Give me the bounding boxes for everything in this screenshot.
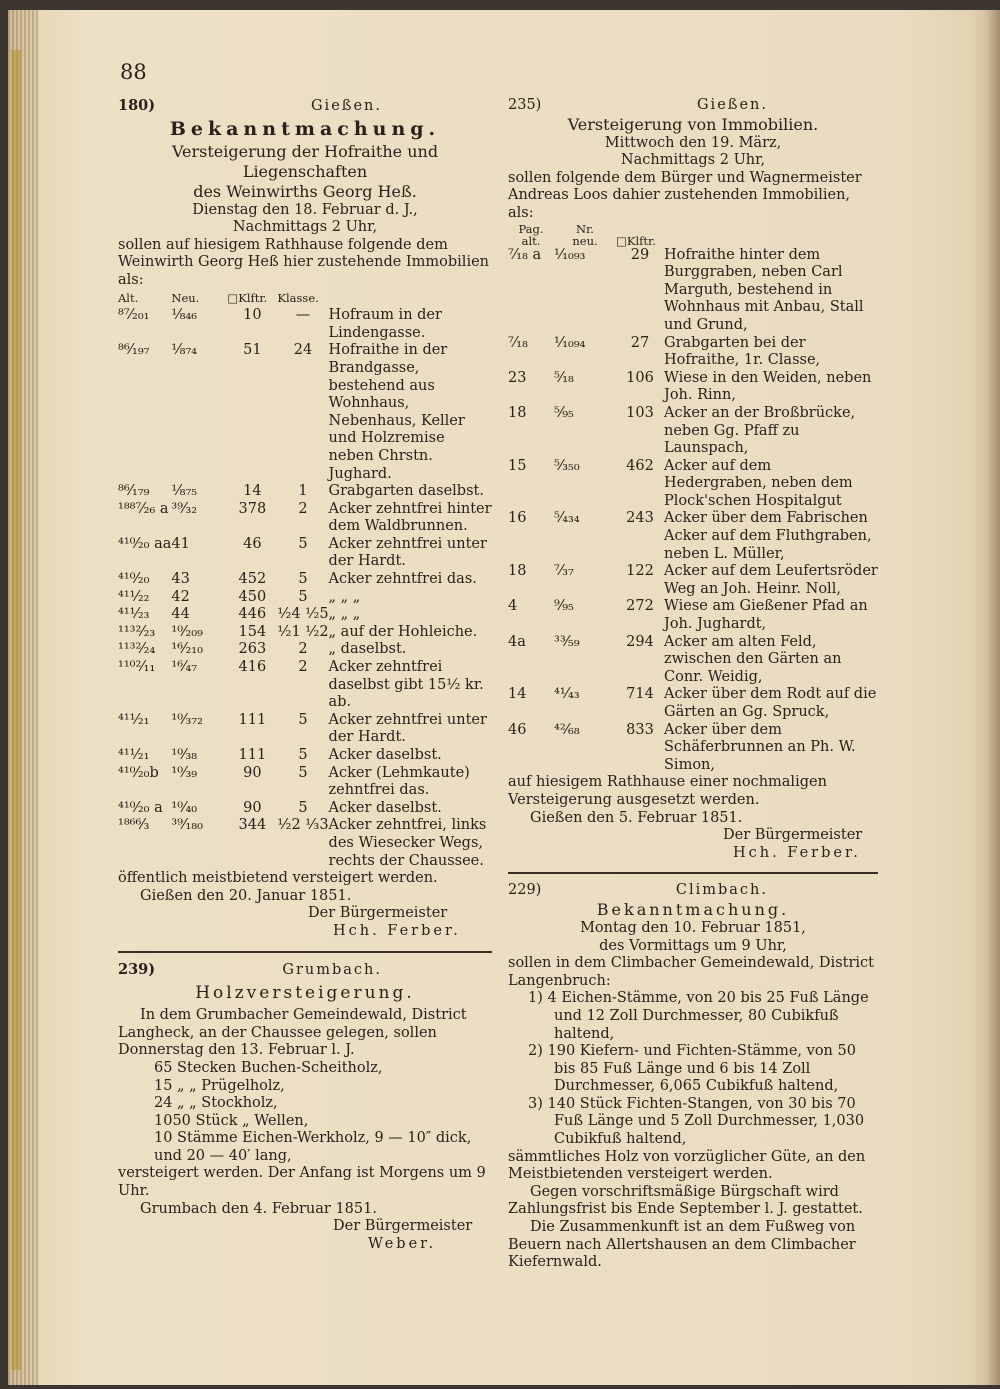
cell-kl: 90 [243, 764, 262, 781]
table-row [118, 747, 492, 765]
notice-place: Gießen. [310, 98, 382, 114]
cell-cl: 5 [298, 764, 308, 781]
cell-alt: ¹⁸⁸⁷⁄₂₆ a [118, 500, 169, 517]
cell-alt: ⁸⁶⁄₁₉₇ [118, 342, 150, 359]
table-row [508, 458, 878, 511]
signature-name: Weber. [368, 1235, 437, 1252]
cell-pag: 46 [508, 721, 527, 738]
cell-neu: ¹⁶⁄₂₁₀ [171, 641, 203, 658]
table-row [118, 342, 492, 483]
cell-kl: 378 [238, 500, 267, 517]
cell-kl: 154 [238, 623, 267, 640]
list-item: 10 Stämme Eichen-Werkholz, 9 — 10″ dick, und 20 — 40′ lang, [154, 1130, 472, 1164]
cell-desc: Wiese am Gießener Pfad an Joh. Jughardt, [664, 598, 868, 633]
cell-pag: 15 [508, 457, 527, 474]
table-row [508, 370, 878, 405]
cell-neu: ¹⁶⁄₄₇ [171, 659, 198, 676]
cell-neu: 41 [171, 535, 190, 552]
cell-cl: 5 [298, 747, 308, 763]
cell-pag: ⁷⁄₁₈ [508, 334, 528, 351]
notice-time: des Vormittags um 9 Uhr, [599, 937, 787, 954]
cell-kl: 106 [626, 369, 654, 386]
cell-desc: Acker über dem Schäferbrunnen an Ph. W. Simon, [664, 721, 856, 773]
table-row [118, 800, 492, 818]
cell-cl: 5 [298, 799, 308, 816]
list-item: 24 „ „ Stockholz, [154, 1095, 278, 1112]
divider [508, 872, 878, 874]
cell-desc: „ auf der Hohleiche. [328, 623, 478, 640]
cell-desc: Acker zehntfrei das. [328, 571, 477, 588]
table-row [508, 510, 878, 563]
cell-kl: 263 [238, 641, 267, 658]
table-row [118, 606, 492, 624]
notice-closing: öffentlich meistbietend versteigert werden. [118, 870, 438, 887]
cell-neu: 44 [171, 606, 190, 623]
cell-kl: 446 [238, 606, 267, 623]
cell-kl: 46 [243, 535, 262, 552]
cell-kl: 272 [626, 598, 654, 615]
notice-title: Versteigerung von Immobilien. [567, 114, 819, 134]
cell-neu: ¹⁄₈₇₄ [171, 342, 198, 359]
notice-date: Mittwoch den 19. März, [604, 134, 782, 151]
cell-pag: 18 [508, 563, 527, 580]
cell-kl: 122 [626, 563, 654, 580]
notice-paragraph: Die Zusammenkunft ist an dem Fußweg von Beuern nach Allertshausen an dem Climbacher Kiefernwald. [508, 1219, 856, 1271]
cell-nr: ¹⁄₁₀₉₄ [554, 334, 586, 351]
notice-date: Dienstag den 18. Februar d. J., [192, 201, 418, 218]
table-row [118, 307, 492, 342]
cell-desc: Acker über dem Rodt auf die Gärten an Gg. Spruck, [664, 686, 877, 720]
table-row [508, 405, 878, 458]
notice-intro: In dem Grumbacher Gemeindewald, District Langheck, an der Chaussee gelegen, sollen Donnerstag den 13. Februar l. J. [118, 1007, 467, 1059]
col-klftr: □Klftr. [227, 290, 268, 305]
table-row [508, 686, 878, 721]
cell-nr: ⁵⁄₄₃₄ [554, 510, 580, 527]
cell-kl: 111 [238, 711, 267, 728]
cell-nr: ⁵⁄₃₅₀ [554, 457, 580, 474]
table-header [118, 290, 492, 308]
cell-alt: ⁸⁷⁄₂₀₁ [118, 307, 150, 324]
cell-desc: Acker an der Broßbrücke, neben Gg. Pfaff zu Launspach, [664, 404, 856, 457]
col-klftr: □Klftr. [616, 233, 656, 248]
list-item: 3) 140 Stück Fichten-Stangen, von 30 bis 70 Fuß Länge und 5 Zoll Durchmesser, 1,030 Cubikfuß haltend, [528, 1095, 865, 1148]
table-row [118, 571, 492, 589]
cell-pag: 4 [508, 598, 518, 615]
cell-kl: 243 [626, 510, 654, 527]
signature-name: Hch. Ferber. [333, 922, 461, 939]
cell-cl: 1 [298, 483, 308, 500]
notice-intro: sollen in dem Climbacher Gemeindewald, District Langenbruch: [508, 955, 874, 989]
cell-alt: ⁴¹¹⁄₂₁ [118, 747, 150, 763]
cell-kl: 452 [238, 571, 267, 588]
notice-place: Grumbach. [282, 961, 382, 978]
cell-desc: Acker zehntfrei daselbst gibt 15¹⁄₂ kr. ab. [328, 659, 484, 711]
cell-neu: ¹⁰⁄₄₀ [171, 799, 198, 816]
notice-number: 229) [508, 882, 542, 899]
cell-cl: 5 [298, 535, 308, 552]
page-number: 88 [120, 60, 147, 84]
notice-number: 235) [508, 97, 542, 113]
cell-desc: Acker zehntfrei unter der Hardt. [328, 711, 487, 746]
list-item: 65 Stecken Buchen-Scheitholz, [154, 1059, 383, 1076]
table-row [118, 501, 492, 536]
cell-neu: ³⁹⁄₁₈₀ [171, 817, 203, 834]
notice-title: Bekanntmachung. [596, 899, 790, 919]
cell-alt: ⁴¹⁰⁄₂₀b [118, 764, 159, 781]
cell-desc: „ daselbst. [328, 641, 407, 658]
cell-pag: 14 [508, 686, 527, 703]
property-rows [118, 307, 492, 870]
table-row [508, 722, 878, 775]
table-row [118, 589, 492, 607]
notice-subtitle: Versteigerung der Hofraithe und Liegenschaften [171, 141, 439, 181]
table-row [118, 641, 492, 659]
cell-pag: 4a [508, 633, 526, 650]
notice-intro: sollen auf hiesigem Rathhause folgende dem Weinwirth Georg Heß hier zustehende Immobilien als: [118, 236, 489, 288]
col-alt: Alt. [118, 290, 139, 305]
cell-desc: Acker zehntfrei unter der Hardt. [328, 535, 487, 570]
signature-title: Der Bürgermeister [333, 1218, 473, 1235]
cell-alt: ⁴¹¹⁄₂₃ [118, 606, 150, 623]
notice-dateline: Gießen den 5. Februar 1851. [530, 809, 743, 826]
cell-pag: ⁷⁄₁₈ a [508, 246, 542, 263]
cell-cl: 2 [298, 641, 308, 658]
cell-alt: ¹⁸⁶⁶⁄₃ [118, 817, 150, 834]
cell-kl: 29 [630, 246, 650, 263]
cell-kl: 27 [630, 334, 650, 351]
divider [118, 951, 492, 953]
cell-cl: 2 [298, 659, 308, 676]
left-column [118, 97, 492, 1253]
signature-name: Hch. Ferber. [733, 844, 861, 861]
cell-desc: Acker (Lehmkaute) zehntfrei das. [328, 764, 470, 799]
cell-desc: Acker auf dem Leufertsröder Weg an Joh. Heinr. Noll, [664, 563, 878, 597]
cell-cl: 5 [298, 711, 308, 728]
signature-title: Der Bürgermeister [723, 827, 863, 844]
cell-nr: ⁵⁄₉₅ [554, 404, 574, 421]
cell-alt: ⁸⁶⁄₁₇₉ [118, 483, 150, 500]
cell-desc: Acker daselbst. [328, 799, 442, 816]
cell-alt: ⁴¹¹⁄₂₂ [118, 588, 150, 605]
cell-desc: Hofraithe hinter dem Burggraben, neben Carl Marguth, bestehend in Wohnhaus mit Anbau, Stall und Grund, [664, 246, 864, 333]
cell-cl: ¹⁄₂1 ¹⁄₂2 [277, 623, 329, 640]
gilt-edge [11, 50, 21, 1370]
cell-desc: Acker zehntfrei, links des Wiesecker Wegs, rechts der Chaussee. [328, 817, 487, 869]
cell-nr: ¹⁄₁₀₉₃ [554, 246, 586, 263]
cell-kl: 90 [243, 799, 262, 816]
cell-nr: ⁷⁄₃₇ [554, 563, 574, 580]
table-row [508, 247, 878, 335]
list-item: 1050 Stück „ Wellen, [154, 1112, 309, 1129]
notice-180-header [118, 97, 492, 116]
cell-desc: Grabgarten daselbst. [328, 483, 484, 500]
notice-closing: versteigert werden. Der Anfang ist Morgens um 9 Uhr. [118, 1165, 486, 1200]
notice-229-header [508, 882, 878, 900]
notice-date: Montag den 10. Februar 1851, [580, 919, 806, 936]
cell-desc: Acker über dem Fabrischen Acker auf dem Fluthgraben, neben L. Müller, [664, 510, 872, 562]
notice-title: Bekanntmachung. [169, 117, 441, 140]
list-item: 15 „ „ Prügelholz, [154, 1077, 285, 1094]
cell-cl: ¹⁄₂2 ¹⁄₃3 [277, 817, 329, 834]
cell-neu: ¹⁄₈₇₅ [171, 483, 198, 500]
notice-intro: sollen folgende dem Bürger und Wagnermeister Andreas Loos dahier zustehenden Immobilien, als: [508, 169, 862, 221]
list-item: 1) 4 Eichen-Stämme, von 20 bis 25 Fuß Länge und 12 Zoll Durchmesser, 80 Cubikfuß haltend, [528, 990, 869, 1042]
cell-pag: 23 [508, 369, 527, 386]
cell-pag: 18 [508, 404, 527, 421]
cell-alt: ¹¹³²⁄₂₄ [118, 641, 156, 658]
cell-kl: 714 [626, 686, 654, 703]
col-klasse: Klasse. [277, 290, 319, 305]
cell-neu: 43 [171, 571, 190, 588]
cell-desc: Wiese in den Weiden, neben Joh. Rinn, [664, 369, 872, 404]
table-row [118, 817, 492, 870]
cell-cl: 5 [298, 588, 308, 605]
cell-kl: 10 [243, 307, 262, 324]
cell-kl: 450 [238, 588, 267, 605]
wood-items [118, 1060, 492, 1166]
cell-cl: — [295, 307, 311, 324]
cell-neu: ¹⁰⁄₂₀₉ [171, 623, 203, 640]
cell-nr: ⁵⁄₁₈ [554, 369, 574, 386]
col-neu: Neu. [171, 290, 200, 305]
notice-time: Nachmittags 2 Uhr, [620, 152, 766, 169]
cell-nr: ⁴²⁄₆₈ [554, 721, 580, 738]
signature-title: Der Bürgermeister [308, 905, 448, 922]
cell-neu: ³⁹⁄₃₂ [171, 500, 198, 517]
cell-nr: ³³⁄₅₉ [554, 633, 580, 650]
col-nr: Nr. neu. [572, 221, 598, 248]
notice-time: Nachmittags 2 Uhr, [232, 219, 378, 236]
cell-desc: „ „ „ [328, 606, 361, 623]
col-pag: Pag. alt. [518, 221, 544, 248]
table-row [118, 765, 492, 800]
notice-235-header [508, 97, 878, 115]
cell-neu: ¹⁄₈₄₆ [171, 307, 198, 324]
notice-dateline: Gießen den 20. Januar 1851. [140, 887, 352, 904]
cell-alt: ¹¹³²⁄₂₃ [118, 623, 156, 640]
property-table [118, 290, 492, 871]
table-header [508, 223, 878, 247]
cell-desc: „ „ „ [328, 588, 361, 605]
cell-nr: ⁹⁄₉₅ [554, 598, 574, 615]
notice-place: Climbach. [675, 882, 768, 899]
cell-kl: 14 [243, 483, 262, 500]
wood-items [508, 990, 878, 1148]
notice-place: Gießen. [696, 97, 768, 113]
cell-kl: 833 [626, 721, 654, 738]
table-row [508, 598, 878, 633]
cell-neu: ¹⁰⁄₃₉ [171, 764, 198, 781]
table-row [118, 536, 492, 571]
table-row [118, 624, 492, 642]
table-row [118, 483, 492, 501]
notice-title: Holzversteigerung. [195, 983, 415, 1004]
cell-kl: 294 [626, 633, 654, 650]
cell-alt: ⁴¹⁰⁄₂₀ a [118, 799, 163, 816]
cell-kl: 103 [626, 404, 654, 421]
cell-cl: ¹⁄₂4 ¹⁄₂5 [277, 606, 329, 623]
page-shadow [986, 10, 1000, 1385]
cell-cl: 5 [298, 571, 308, 588]
property-table [508, 223, 878, 775]
table-row [508, 563, 878, 598]
cell-kl: 51 [243, 342, 262, 359]
notice-dateline: Grumbach den 4. Februar 1851. [140, 1200, 377, 1217]
notice-number: 239) [118, 960, 156, 978]
cell-desc: Acker am alten Feld, zwischen den Gärten an Conr. Weidig, [664, 633, 842, 685]
cell-alt: ⁴¹⁰⁄₂₀ [118, 571, 150, 588]
cell-desc: Acker auf dem Hedergraben, neben dem Plock'schen Hospitalgut [664, 457, 853, 509]
cell-cl: 24 [293, 342, 313, 359]
cell-neu: 42 [171, 588, 190, 605]
notice-239-header [118, 961, 492, 980]
table-row [508, 634, 878, 687]
right-column [508, 97, 878, 1272]
list-item: 2) 190 Kiefern- und Fichten-Stämme, von 50 bis 85 Fuß Länge und 6 bis 14 Zoll Durchmesser, 6,065 Cubikfuß haltend, [528, 1043, 856, 1095]
notice-number: 180) [118, 97, 156, 114]
notice-paragraph: Gegen vorschriftsmäßige Bürgschaft wird Zahlungsfrist bis Ende September l. J. gestattet. [508, 1183, 863, 1218]
cell-cl: 2 [298, 500, 308, 517]
cell-kl: 111 [238, 747, 267, 763]
cell-kl: 462 [626, 457, 654, 474]
cell-neu: ¹⁰⁄₃₈ [171, 747, 198, 763]
cell-kl: 344 [238, 817, 267, 834]
cell-desc: Hofraithe in der Brandgasse, bestehend aus Wohnhaus, Nebenhaus, Keller und Holzremise neben Chrstn. Jughard. [328, 342, 465, 482]
cell-kl: 416 [238, 659, 267, 676]
cell-desc: Acker zehntfrei hinter dem Waldbrunnen. [328, 500, 492, 535]
cell-nr: ⁴¹⁄₄₃ [554, 686, 580, 703]
property-rows [508, 247, 878, 775]
cell-desc: Grabgarten bei der Hofraithe, 1r. Classe, [664, 334, 821, 369]
notice-closing: sämmtliches Holz von vorzüglicher Güte, an den Meistbietenden versteigert werden. [508, 1148, 866, 1183]
notice-closing: auf hiesigem Rathhause einer nochmaligen Versteigerung ausgesetzt werden. [508, 774, 827, 808]
notice-subtitle: des Weinwirths Georg Heß. [193, 181, 417, 201]
cell-alt: ⁴¹⁰⁄₂₀ aa [118, 535, 172, 552]
table-row [118, 659, 492, 712]
cell-alt: ⁴¹¹⁄₂₁ [118, 711, 150, 728]
cell-desc: Hofraum in der Lindengasse. [328, 307, 442, 341]
table-row [118, 712, 492, 747]
cell-alt: ¹¹⁰²⁄₁₁ [118, 659, 156, 676]
cell-desc: Acker daselbst. [328, 747, 442, 763]
table-row [508, 335, 878, 370]
cell-neu: ¹⁰⁄₃₇₂ [171, 711, 203, 728]
cell-pag: 16 [508, 510, 527, 527]
